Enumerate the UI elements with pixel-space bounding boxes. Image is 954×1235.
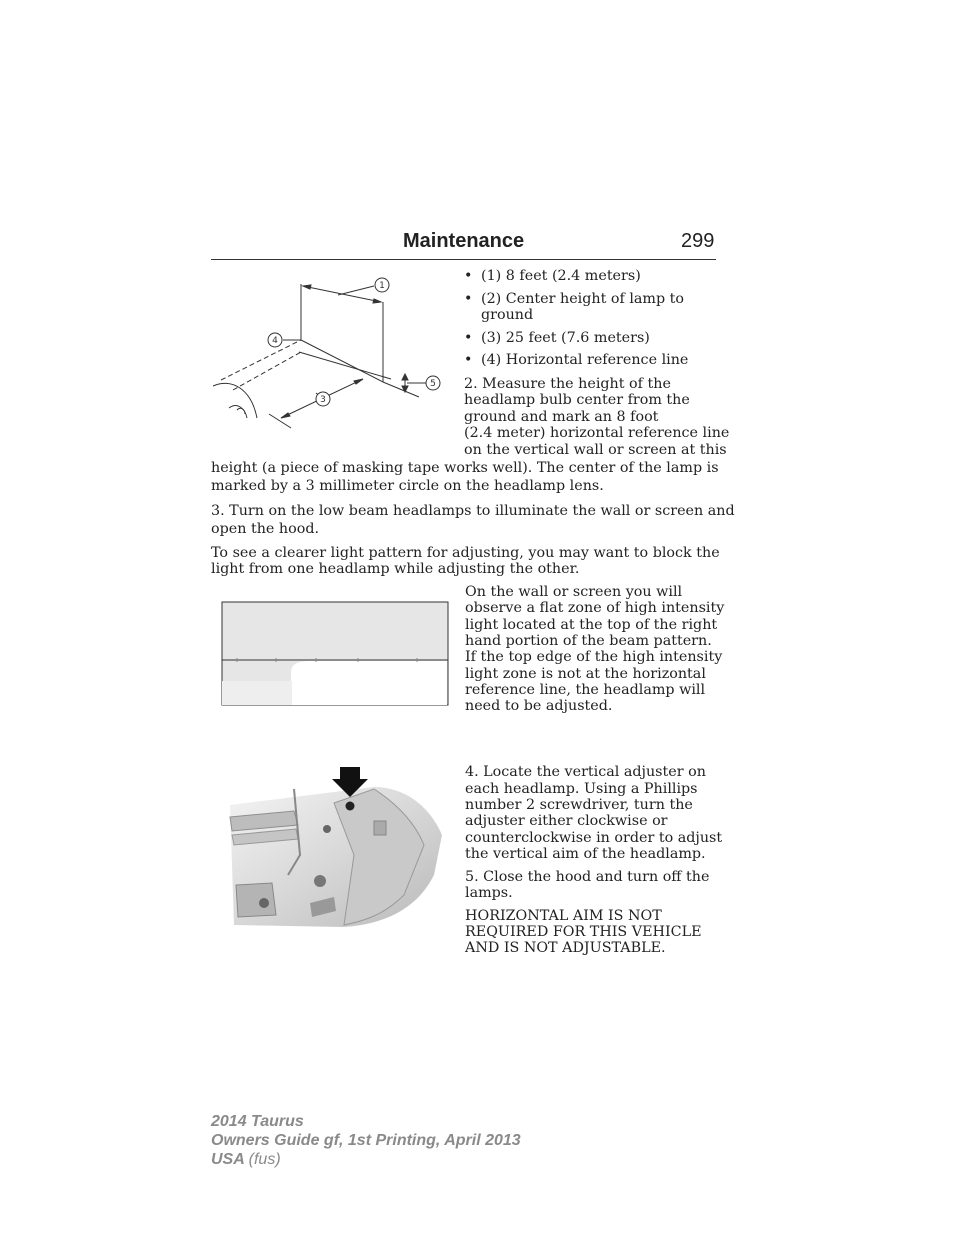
- headlamp-adjuster-illustration: [224, 765, 446, 931]
- callout-5: 5: [430, 379, 436, 389]
- step2-line: headlamp bulb center from the: [464, 392, 690, 408]
- step2-line: (2.4 meter) horizontal reference line: [464, 425, 730, 441]
- step4-line: each headlamp. Using a Phillips: [465, 781, 698, 797]
- callout-4: 4: [272, 336, 278, 346]
- step4-line: number 2 screwdriver, turn the: [465, 797, 693, 813]
- step2-line: ground and mark an 8 foot: [464, 409, 659, 425]
- aiming-distance-diagram: [211, 268, 451, 433]
- step4-line: adjuster either clockwise or: [465, 813, 668, 829]
- beam-pattern-diagram: [221, 601, 450, 707]
- notice-line: AND IS NOT ADJUSTABLE.: [465, 940, 666, 956]
- observe-line: reference line, the headlamp will: [465, 682, 706, 698]
- step3-line: open the hood.: [211, 521, 320, 537]
- observe-line: need to be adjusted.: [465, 698, 613, 714]
- page-number: 299: [681, 230, 715, 252]
- footer-region: USA: [211, 1151, 245, 1168]
- observe-line: On the wall or screen you will: [465, 584, 683, 600]
- observe-line: light located at the top of the right: [465, 617, 718, 633]
- list-item: • (1) 8 feet (2.4 meters): [464, 268, 719, 285]
- notice-line: HORIZONTAL AIM IS NOT: [465, 908, 662, 924]
- list-item: • (2) Center height of lamp to ground: [464, 291, 719, 324]
- step2-line: height (a piece of masking tape works well). The center of the lamp is: [211, 460, 719, 476]
- list-item: • (3) 25 feet (7.6 meters): [464, 330, 719, 347]
- document-footer: [211, 1112, 521, 1169]
- observe-line: light zone is not at the horizontal: [465, 666, 706, 682]
- observe-line: If the top edge of the high intensity: [465, 649, 723, 665]
- observe-line: observe a flat zone of high intensity: [465, 600, 725, 616]
- footer-region-line: [211, 1150, 521, 1169]
- observe-line: hand portion of the beam pattern.: [465, 633, 712, 649]
- legend-list: [464, 268, 719, 375]
- step4-line: the vertical aim of the headlamp.: [465, 846, 706, 862]
- footer-edition: Owners Guide gf, 1st Printing, April 2013: [211, 1132, 521, 1149]
- tip-line: light from one headlamp while adjusting the other.: [211, 561, 580, 577]
- step3-line: 3. Turn on the low beam headlamps to illuminate the wall or screen and: [211, 503, 735, 519]
- step2-line: marked by a 3 millimeter circle on the headlamp lens.: [211, 478, 604, 494]
- section-title: Maintenance: [403, 230, 525, 252]
- step2-line: 2. Measure the height of the: [464, 376, 671, 392]
- callout-3: 3: [320, 395, 326, 405]
- callout-1: 1: [379, 281, 385, 291]
- step2-line: on the vertical wall or screen at this: [464, 442, 727, 458]
- tip-line: To see a clearer light pattern for adjusting, you may want to block the: [211, 545, 720, 561]
- step5-line: lamps.: [465, 885, 513, 901]
- step4-line: 4. Locate the vertical adjuster on: [465, 764, 706, 780]
- notice-line: REQUIRED FOR THIS VEHICLE: [465, 924, 702, 940]
- list-item: • (4) Horizontal reference line: [464, 352, 719, 369]
- header-rule: [211, 259, 716, 260]
- footer-model: 2014 Taurus: [211, 1113, 304, 1130]
- footer-region-code: (fus): [248, 1151, 281, 1168]
- step4-line: counterclockwise in order to adjust: [465, 830, 723, 846]
- step5-line: 5. Close the hood and turn off the: [465, 869, 710, 885]
